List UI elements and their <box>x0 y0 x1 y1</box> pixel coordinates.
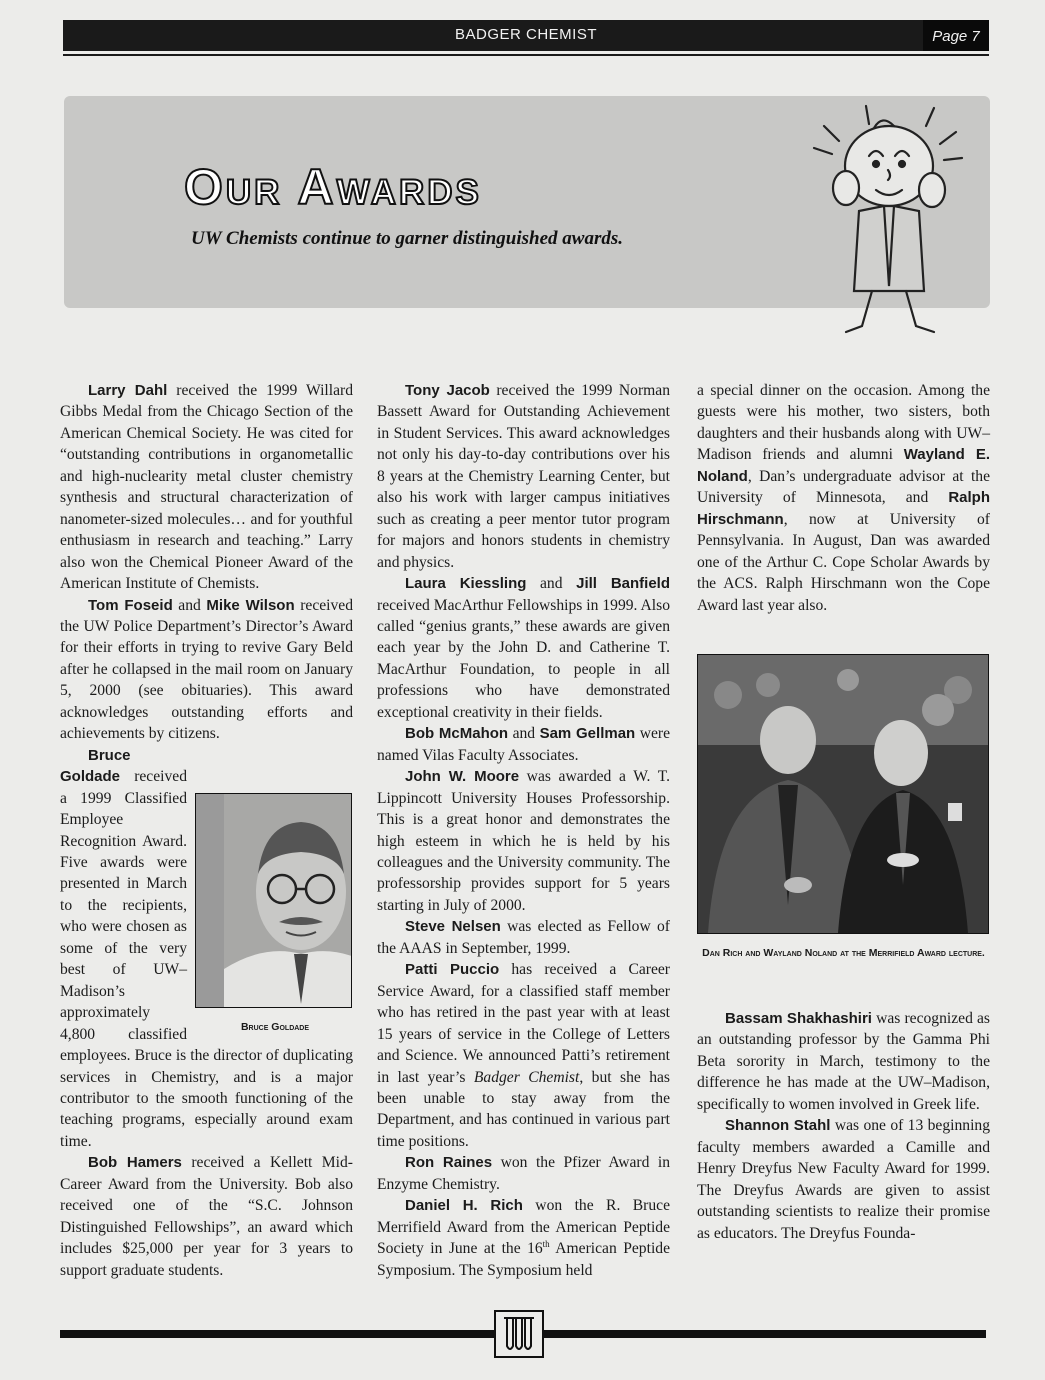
name-mike-wilson: Mike Wilson <box>206 596 295 614</box>
dan-rich-photo <box>697 654 989 934</box>
goldade-portrait-icon <box>224 794 352 1007</box>
name-ron-raines: Ron Raines <box>405 1154 493 1172</box>
name-laura-kiessling: Laura Kiessling <box>405 575 527 593</box>
chemistry-building-logo <box>494 1310 544 1358</box>
name-steve-nelsen: Steve Nelsen <box>405 918 501 936</box>
paragraph-puccio: Patti Puccio has received a Career Service Award, for a classified staff member who has retired in the past year with at least 15 years of service in the College of Letters and Science. We announced Patti’s retirement in last year’s Badger Chemist, but she has been unable to stay away from the Department, and has continued in various part time positions. <box>377 961 671 1150</box>
name-shannon-stahl: Shannon Stahl <box>725 1117 831 1135</box>
name-tom-foseid: Tom Foseid <box>88 596 173 614</box>
name-bob-hamers: Bob Hamers <box>88 1154 182 1172</box>
paragraph-raines: Ron Raines won the Pfizer Award in Enzyme Chemistry. <box>377 1154 671 1193</box>
dan-rich-caption: Dan Rich and Wayland Noland at the Merrifield Award lecture. <box>702 946 985 959</box>
cartoon-mascot-icon <box>784 86 984 346</box>
paragraph-hamers: Bob Hamers received a Kellett Mid-Career Award from the University. Bob also received one of the “S.C. Johnson Distinguished Fellowships”, an award which includes $25,000 per year for 3 years to support graduate students. <box>60 1154 353 1279</box>
column-2 <box>377 380 670 1281</box>
test-tubes-icon <box>496 1312 542 1356</box>
name-jill-banfield: Jill Banfield <box>576 575 671 593</box>
name-ralph-hirschmann: Ralph Hirschmann <box>697 489 990 528</box>
name-wayland-noland: Wayland E. Noland <box>697 446 990 485</box>
paragraph-dahl: Larry Dahl received the 1999 Willard Gibbs Medal from the Chicago Section of the American Chemical Society. He was cited for “outstanding contributions in organometallic and high-nuclearity metal cluster chemistry synthesis and structural characterization of nanometer-sized molecules… and for youthful enthusiasm in research and teaching.” Larry also won the Chemical Pioneer Award of the American Institute of Chemists. <box>60 382 354 593</box>
paragraph-nelsen: Steve Nelsen was elected as Fellow of the AAAS in September, 1999. <box>377 918 671 957</box>
paragraph-moore: John W. Moore was awarded a W. T. Lippincott University Houses Professorship. This is a great honor and demonstrates the high esteem in which he is held by his colleagues and the University community. The professorship provides support for 5 years starting in July of 2000. <box>377 768 670 914</box>
goldade-figure <box>195 793 355 1034</box>
name-daniel-rich: Daniel H. Rich <box>405 1197 523 1215</box>
paragraph-stahl: Shannon Stahl was one of 13 beginning faculty members awarded a Camille and Henry Dreyfus New Faculty Award for 1999. The Dreyfus Awards are given to assist outstanding scientists to realize their promise as educators. The Dreyfus Founda- <box>697 1117 990 1242</box>
name-larry-dahl: Larry Dahl <box>88 382 168 399</box>
section-subtitle: UW Chemists continue to garner distinguished awards. <box>191 228 624 249</box>
name-patti-puccio: Patti Puccio <box>405 961 500 979</box>
column-1 <box>60 380 353 1281</box>
paragraph-rich: Daniel H. Rich won the R. Bruce Merrifield Award from the American Peptide Society in June at the 16th American Peptide Symposium. The Symposium held <box>377 1197 670 1279</box>
paragraph-kiessling-banfield: Laura Kiessling and Jill Banfield received MacArthur Fellowships in 1999. Also called “genius grants,” these awards are given each year by the John D. and Catherine T. MacArthur Foundation, to people in all professions who have demonstrated exceptional creativity in their fields. <box>377 575 671 721</box>
header-rule <box>63 54 989 56</box>
paragraph-foseid-wilson: Tom Foseid and Mike Wilson received the UW Police Department’s Director’s Award for their efforts in trying to revive Gary Beld after he collapsed in the mail room on January 5, 2000 (see obituaries). This award acknowledges outstanding efforts and achievements by citizens. <box>60 596 354 743</box>
newsletter-title: BADGER CHEMIST <box>454 26 597 43</box>
name-bassam-shakhashiri: Bassam Shakhashiri <box>725 1009 872 1027</box>
page-number: Page 7 <box>923 20 989 51</box>
name-bruce-goldade: Bruce Goldade <box>60 746 131 786</box>
paragraph-rich-continued: a special dinner on the occasion. Among the guests were his mother, two sisters, both daughters and their husbands along with UW–Madison friends and alumni Wayland E. Noland, Dan’s undergraduate advisor at the University of Minnesota, and Ralph Hirschmann, now at University of Pennsylvania. In August, Dan was awarded one of the Arthur C. Cope Scholar Awards by the ACS. Ralph Hirschmann won the Cope Award last year also. <box>697 382 990 614</box>
name-tony-jacob: Tony Jacob <box>405 382 490 399</box>
paragraph-shakhashiri: Bassam Shakhashiri was recognized as an outstanding professor by the Gamma Phi Beta sorority in March, testimony to the difference he has made at the UW–Madison, specifically to women involved in Greek life. <box>697 1009 990 1113</box>
name-sam-gellman: Sam Gellman <box>539 725 636 743</box>
award-lecture-photo-icon <box>698 655 988 933</box>
section-title: Our Awards <box>184 159 482 215</box>
name-john-moore: John W. Moore <box>405 768 520 786</box>
awards-banner <box>64 96 990 308</box>
name-bob-mcmahon: Bob McMahon <box>405 725 509 743</box>
paragraph-mcmahon-gellman: Bob McMahon and Sam Gellman were named Vilas Faculty Associates. <box>377 725 671 764</box>
dan-rich-figure <box>697 654 990 960</box>
paragraph-jacob: Tony Jacob received the 1999 Norman Bassett Award for Outstanding Achievement in Student Services. This award acknowledges not only his day-to-day contributions over his 8 years at the Chemistry Learning Center, but also his work with larger campus initiatives such as creating a peer mentor tutor program for majors and honors students in chemistry and physics. <box>377 382 670 571</box>
column-3 <box>697 380 990 1244</box>
publication-title: Badger Chemist <box>473 1068 580 1086</box>
goldade-photo <box>195 793 352 1008</box>
goldade-caption: Bruce Goldade <box>240 1020 310 1033</box>
paragraph-goldade: Bruce Goldade Bruce Goldade received a 1999 Classified Employee Recognition Award. Five awards were presented in March to the recipients, who were chosen as some of the very best of UW–Madison’s approximately 4,800 classified employees. Bruce is the director of duplicating services in Chemistry, and is a major contributor to the smooth functioning of the teaching programs, especially around exam time. <box>60 745 353 1153</box>
header-bar <box>63 20 989 51</box>
